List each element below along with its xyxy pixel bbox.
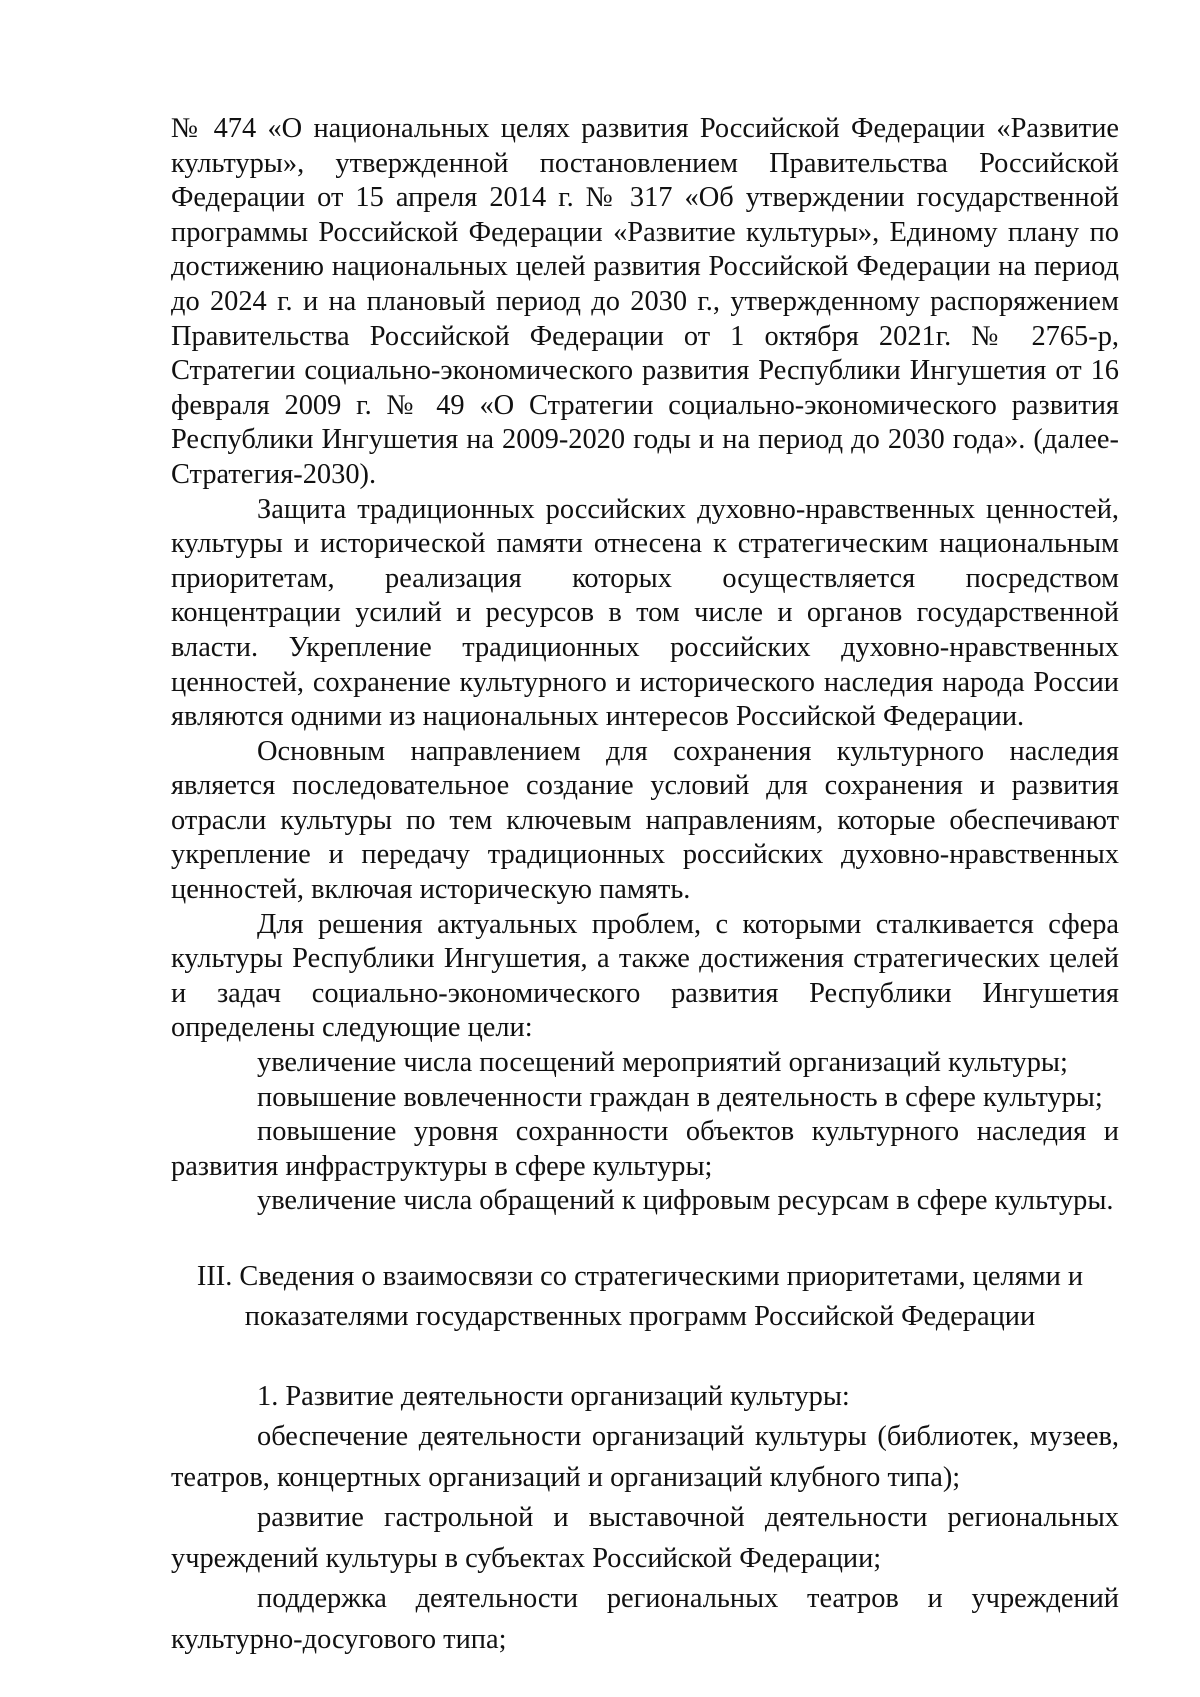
goal-item: увеличение числа посещений мероприятий организаций культуры;	[257, 1047, 1068, 1079]
subsection-title: 1. Развитие деятельности организаций культуры:	[257, 1381, 850, 1412]
goal-item: повышение уровня сохранности объектов культурного наследия и развития инфраструктуры в сфере культуры;	[171, 1116, 1119, 1182]
goal-item: увеличение числа обращений к цифровым ресурсам в сфере культуры.	[257, 1185, 1114, 1217]
task-item: развитие гастрольной и выставочной деятельности региональных учреждений культуры в субъектах Российской Федерации;	[171, 1502, 1119, 1574]
tasks-list	[171, 1417, 1119, 1661]
paragraph-strategy-references: № 474 «О национальных целях развития Российской Федерации «Развитие культуры», утвержденной постановлением Правительства Российской Федерации от 15 апреля 2014 г. № 317 «Об утверждении государственной программы Российской Федерации «Развитие культуры», Единому плану по достижению национальных целей развития Российской Федерации на период до 2024 г. и на плановый период до 2030 г., утвержденному распоряжением Правительства Российской Федерации от 1 октября 2021г. № 2765-р, Стратегии социально-экономического развития Республики Ингушетия от 16 февраля 2009 г. № 49 «О Стратегии социально-экономического развития Республики Ингушетия на 2009-2020 годы и на период до 2030 года». (далее-Стратегия-2030).	[171, 113, 1119, 490]
paragraph-main-direction: Основным направлением для сохранения культурного наследия является последовательное создание условий для сохранения и развития отрасли культуры по тем ключевым направлениям, которые обеспечивают укрепление и передачу традиционных российских духовно-нравственных ценностей, включая историческую память.	[171, 735, 1119, 906]
document-page	[171, 112, 1119, 1661]
section-heading: III. Сведения о взаимосвязи со стратегическими приоритетами, целями и показателями государственных программ Российской Федерации	[196, 1261, 1084, 1332]
task-item: поддержка деятельности региональных театров и учреждений культурно-досугового типа;	[171, 1583, 1119, 1655]
paragraph-values-protection: Защита традиционных российских духовно-нравственных ценностей, культуры и исторической памяти отнесена к стратегическим национальным приоритетам, реализация которых осуществляется посредством концентрации усилий и ресурсов в том числе и органов государственной власти. Укрепление традиционных российских духовно-нравственных ценностей, сохранение культурного и исторического наследия народа России являются одними из национальных интересов Российской Федерации.	[171, 493, 1119, 733]
task-item: обеспечение деятельности организаций культуры (библиотек, музеев, театров, концертных организаций и организаций клубного типа);	[171, 1421, 1119, 1493]
paragraph-goals-intro: Для решения актуальных проблем, с которыми сталкивается сфера культуры Республики Ингушетия, а также достижения стратегических целей и задач социально-экономического развития Республики Ингушетия определены следующие цели:	[171, 908, 1119, 1044]
goal-item: повышение вовлеченности граждан в деятельность в сфере культуры;	[257, 1081, 1103, 1113]
goals-list	[171, 1046, 1119, 1219]
